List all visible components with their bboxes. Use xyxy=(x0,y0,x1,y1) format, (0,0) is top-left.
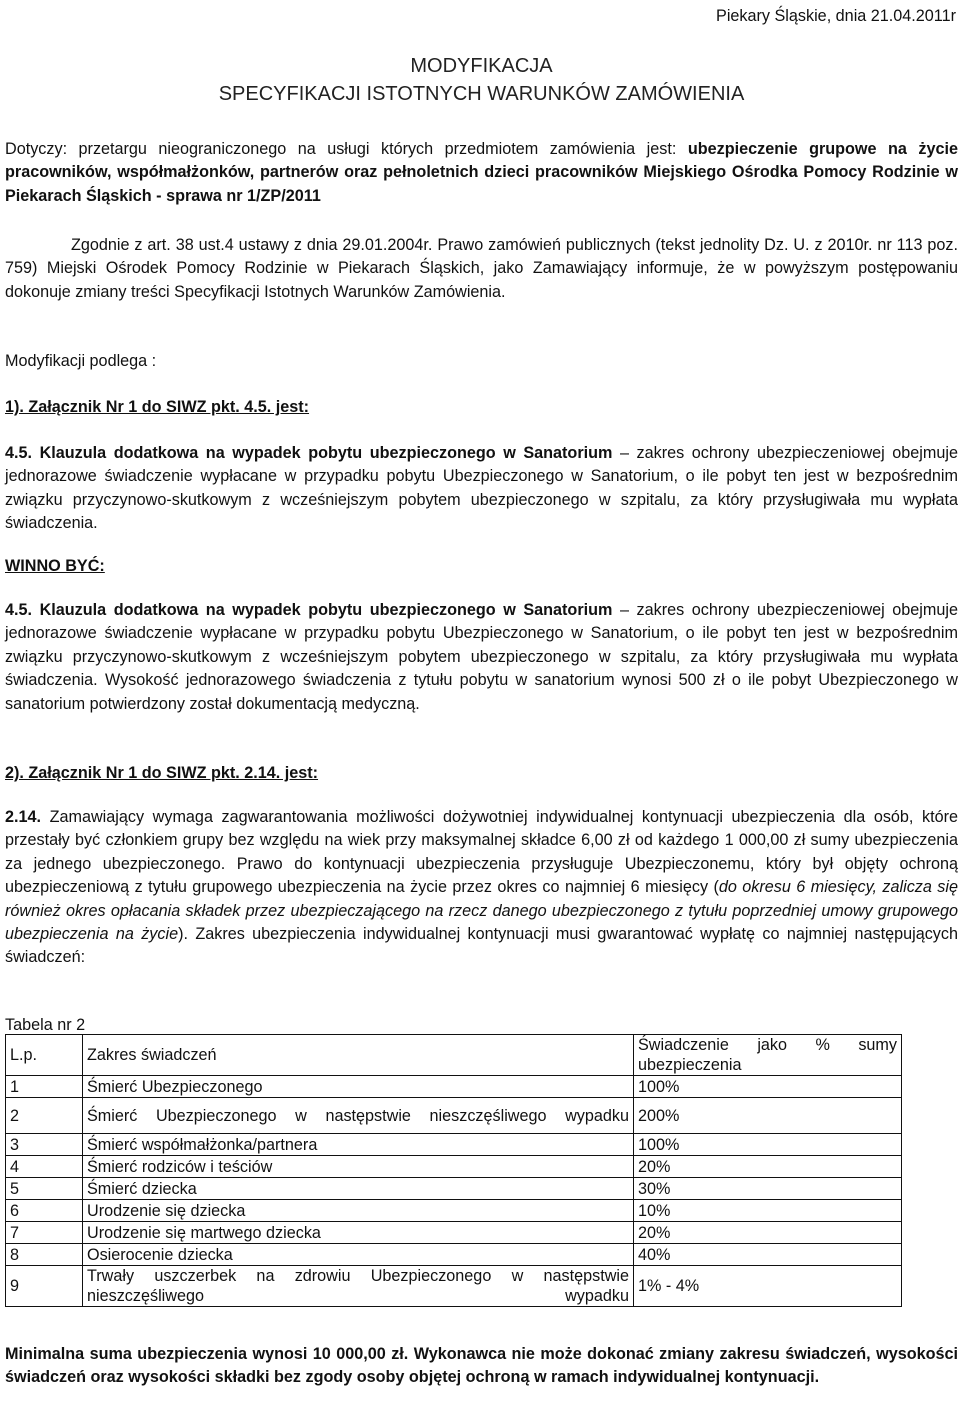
table-cell: 30% xyxy=(634,1178,902,1200)
modifications-label: Modyfikacji podlega : xyxy=(5,352,157,370)
table-cell: Urodzenie się dziecka xyxy=(83,1200,634,1222)
table-cell: Śmierć Ubezpieczonego xyxy=(83,1076,634,1098)
table-cell: Śmierć współmałżonka/partnera xyxy=(83,1134,634,1156)
item1-old-paragraph xyxy=(5,442,958,536)
subject-paragraph xyxy=(5,138,958,208)
item1-new-paragraph xyxy=(5,599,958,716)
table-cell: 4 xyxy=(6,1156,83,1178)
table-caption: Tabela nr 2 xyxy=(5,1016,86,1034)
table-row xyxy=(6,1266,902,1307)
table-cell: Śmierć Ubezpieczonego w następstwie nieszczęśliwego wypadku xyxy=(83,1098,634,1134)
subject-bold: ubezpieczenie grupowe na życie pracowników, współmałżonków, partnerów oraz pełnoletnich dzieci pracowników Miejskiego Ośrodka Pomocy Rodzinie w Piekarach Śląskich - sprawa nr 1/ZP/2011 xyxy=(5,140,958,205)
item2-text-2: ). Zakres ubezpieczenia indywidualnej kontynuacji musi gwarantować wypłatę co najmniej następujących świadczeń: xyxy=(5,925,958,967)
table-row xyxy=(6,1244,902,1266)
page-title xyxy=(5,52,958,108)
table-header-row xyxy=(6,1035,902,1076)
title-line-1: MODYFIKACJA xyxy=(410,55,553,77)
table-header-cell: Świadczenie jako % sumy ubezpieczenia xyxy=(634,1035,902,1076)
table-cell: Osierocenie dziecka xyxy=(83,1244,634,1266)
table-cell: 3 xyxy=(6,1134,83,1156)
table-cell: 7 xyxy=(6,1222,83,1244)
item1-new-bold: 4.5. Klauzula dodatkowa na wypadek pobytu ubezpieczonego w Sanatorium xyxy=(5,601,613,619)
table-cell: 200% xyxy=(634,1098,902,1134)
should-be-heading: WINNO BYĆ: xyxy=(5,557,105,575)
item1-old-bold: 4.5. Klauzula dodatkowa na wypadek pobytu ubezpieczonego w Sanatorium xyxy=(5,444,613,462)
table-row xyxy=(6,1178,902,1200)
table-cell: Urodzenie się martwego dziecka xyxy=(83,1222,634,1244)
table-row xyxy=(6,1076,902,1098)
title-line-2: SPECYFIKACJI ISTOTNYCH WARUNKÓW ZAMÓWIENIA xyxy=(218,83,745,105)
table-cell: 6 xyxy=(6,1200,83,1222)
item2-italic: do okresu 6 miesięcy, zalicza się również okres opłacania składek przez ubezpieczającego na rzecz danego ubezpieczonego z tytułu poprzedniej umowy grupowego ubezpieczenia na życie xyxy=(5,878,958,944)
table-row xyxy=(6,1200,902,1222)
table-cell: 20% xyxy=(634,1156,902,1178)
table-cell: 1% - 4% xyxy=(634,1266,902,1307)
table-cell: Śmierć rodziców i teściów xyxy=(83,1156,634,1178)
table-row xyxy=(6,1222,902,1244)
closing-paragraph: Minimalna suma ubezpieczenia wynosi 10 000,00 zł. Wykonawca nie może dokonać zmiany zakresu świadczeń, wysokości świadczeń oraz wysokości składki bez zgody osoby objętej ochroną w ramach indywidualnej kontynuacji. xyxy=(5,1345,958,1387)
table-row xyxy=(6,1156,902,1178)
table-cell: Trwały uszczerbek na zdrowiu Ubezpieczonego w następstwie nieszczęśliwego wypadku xyxy=(83,1266,634,1307)
table-cell: 10% xyxy=(634,1200,902,1222)
benefits-table xyxy=(5,1034,902,1307)
table-cell: 20% xyxy=(634,1222,902,1244)
table-cell: 100% xyxy=(634,1076,902,1098)
table-cell: Śmierć dziecka xyxy=(83,1178,634,1200)
item2-heading: 2). Załącznik Nr 1 do SIWZ pkt. 2.14. jest: xyxy=(5,764,319,782)
table-header-cell: L.p. xyxy=(6,1035,83,1076)
item2-paragraph xyxy=(5,806,958,970)
table-cell: 9 xyxy=(6,1266,83,1307)
subject-prefix: Dotyczy: przetargu nieograniczonego na usługi których przedmiotem zamówienia jest: xyxy=(5,140,688,158)
table-header-cell: Zakres świadczeń xyxy=(83,1035,634,1076)
table-cell: 100% xyxy=(634,1134,902,1156)
item2-text-1: Zamawiający wymaga zagwarantowania możliwości dożywotniej indywidualnej kontynuacji ubezpieczenia dla osób, które przestały być członkiem grupy bez względu na wiek przy maksymalnej składce 6,00 zł od każdego 1 000,00 zł sumy ubezpieczenia za jednego ubezpieczonego. Prawo do kontynuacji ubezpieczenia przysługuje Ubezpieczonemu, który był objęty ochroną ubezpieczeniową z tytułu grupowego ubezpieczenia na życie przez okres co najmniej 6 miesięcy ( xyxy=(5,808,958,897)
table-cell: 2 xyxy=(6,1098,83,1134)
table-cell: 5 xyxy=(6,1178,83,1200)
item1-new-text: – zakres ochrony ubezpieczeniowej obejmuje jednorazowe świadczenie wypłacane w przypadku pobytu Ubezpieczonego w Sanatorium, o ile pobyt ten jest w bezpośrednim związku przyczynowo-skutkowym z wcześniejszym pobytem ubezpieczonego w szpitalu, za który przysługiwała mu wypłata świadczenia. Wysokość jednorazowego świadczenia z tytułu pobytu w sanatorium wynosi 500 zł o ile pobyt Ubezpieczonego w sanatorium potwierdzony został dokumentacją medyczną. xyxy=(5,601,958,713)
table-cell: 1 xyxy=(6,1076,83,1098)
table-cell: 40% xyxy=(634,1244,902,1266)
place-date: Piekary Śląskie, dnia 21.04.2011r xyxy=(716,7,956,25)
item1-old-text: – zakres ochrony ubezpieczeniowej obejmuje jednorazowe świadczenie wypłacane w przypadku pobytu Ubezpieczonego w Sanatorium, o ile pobyt ten jest w bezpośrednim związku przyczynowo-skutkowym z wcześniejszym pobytem ubezpieczonego w szpitalu, za który przysługiwała mu wypłata świadczenia. xyxy=(5,444,958,533)
table-row xyxy=(6,1134,902,1156)
table-row xyxy=(6,1098,902,1134)
item1-heading: 1). Załącznik Nr 1 do SIWZ pkt. 4.5. jest: xyxy=(5,398,310,416)
item2-number: 2.14. xyxy=(5,808,42,826)
intro-paragraph: Zgodnie z art. 38 ust.4 ustawy z dnia 29.01.2004r. Prawo zamówień publicznych (tekst jednolity Dz. U. z 2010r. nr 113 poz. 759) Miejski Ośrodek Pomocy Rodzinie w Piekarach Śląskich, jako Zamawiający informuje, że w powyższym postępowaniu dokonuje zmiany treści Specyfikacji Istotnych Warunków Zamówienia. xyxy=(5,236,958,301)
table-cell: 8 xyxy=(6,1244,83,1266)
